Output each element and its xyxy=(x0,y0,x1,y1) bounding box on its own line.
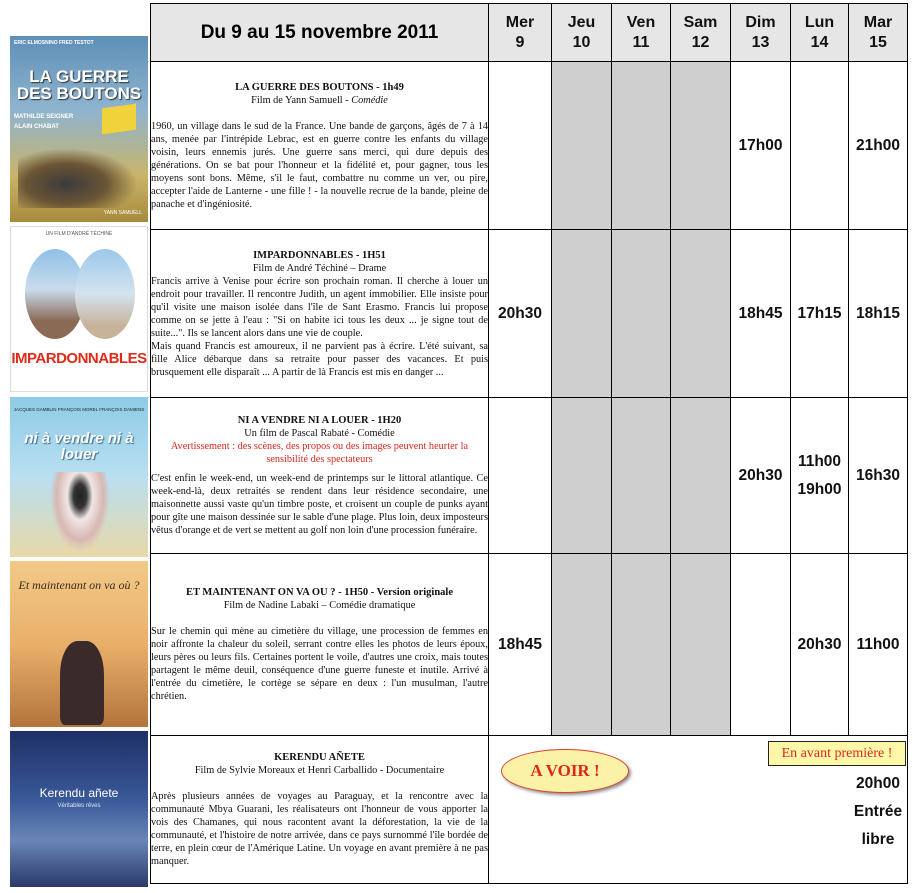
showtime-dim: 18h45 xyxy=(731,230,791,398)
showtime-mar: 18h15 xyxy=(849,230,908,398)
film-synopsis: Sur le chemin qui mène au cimetière du village, une procession de femmes en noir affronte la chaleur du soleil, serrant contre elles les photos de leurs époux, leurs pères ou leurs fils. Certaines portent le voile, d'autres une croix, mais toutes partagent le même deuil, conséquence d'une guerre funeste et inutile. Arrivé à l'entrée du cimetière, le cortège se sépare en deux : l'un musulman, l'autre chrétien. xyxy=(151,626,488,702)
day-number: 10 xyxy=(572,33,591,51)
showtime-ven xyxy=(612,62,671,230)
poster-ni-a-vendre xyxy=(10,397,148,557)
film-row-impardonnables xyxy=(151,230,908,398)
showtime-mer: 20h30 xyxy=(489,230,552,398)
showtime-mar: 11h00 xyxy=(849,554,908,736)
day-header-mer xyxy=(489,4,552,62)
film-credit: Un film de Pascal Rabaté - Comédie xyxy=(244,428,395,439)
entry-label-1: Entrée xyxy=(853,803,903,820)
showtime-sam xyxy=(671,62,731,230)
film-row-guerre-des-boutons xyxy=(151,62,908,230)
poster-title: Et maintenant on va où ? xyxy=(18,578,140,592)
week-title: Du 9 au 15 novembre 2011 xyxy=(151,4,489,62)
showtime-lun: 20h30 xyxy=(791,554,849,736)
poster-cast-2: MATHILDE SEIGNER xyxy=(14,114,74,120)
day-number: 14 xyxy=(810,33,829,51)
showtime-ven xyxy=(612,398,671,554)
film-credit: Film de Nadine Labaki – Comédie dramatique xyxy=(223,600,416,611)
children-illustration xyxy=(18,148,138,208)
showtime-sam xyxy=(671,398,731,554)
showtime-mer: 18h45 xyxy=(489,554,552,736)
header-row xyxy=(151,4,908,62)
day-name: Lun xyxy=(804,13,835,31)
showtime-ven xyxy=(612,554,671,736)
showtime-dim: 17h00 xyxy=(731,62,791,230)
flag-shape xyxy=(102,104,136,135)
day-number: 9 xyxy=(515,33,525,51)
film-title: ET MAINTENANT ON VA OU ? - 1H50 - Version originale xyxy=(185,587,453,598)
film-row-ni-a-vendre xyxy=(151,398,908,554)
figures-illustration xyxy=(50,472,110,552)
day-name: Mar xyxy=(863,13,893,31)
poster-director: YANN SAMUELL xyxy=(103,210,142,216)
film-description xyxy=(151,554,489,736)
showtime-dim xyxy=(731,554,791,736)
showtime-jeu xyxy=(552,62,612,230)
day-name: Sam xyxy=(683,13,718,31)
day-number: 13 xyxy=(751,33,770,51)
poster-title: LA GUERRE DES BOUTONS xyxy=(16,67,142,103)
a-voir-badge: A VOIR ! xyxy=(501,749,629,793)
film-synopsis: Après plusieurs années de voyages au Paraguay, et la rencontre avec la communauté Mbya Guarani, les réalisateurs ont l'honneur de vous apporter la vois des Chamanes, qui nous racontent avant la déforestation, la vie de la communauté, et l'histoire de notre arrivée, dans ce pays surnommé l'île bordée de terre, en plein cœur de l'Amérique Latine. Un voyage en avant première à ne pas manquer. xyxy=(151,791,488,867)
poster-subtitle: Véritables rêves xyxy=(57,803,101,809)
day-number: 12 xyxy=(691,33,710,51)
film-title: KERENDU AÑETE xyxy=(274,752,365,763)
showtime-lun xyxy=(791,398,849,554)
poster-cast-3: ALAIN CHABAT xyxy=(14,124,59,130)
showtime-lun-2: 19h00 xyxy=(797,480,842,498)
film-title: NI A VENDRE NI A LOUER - 1H20 xyxy=(237,415,402,426)
day-header-mar xyxy=(849,4,908,62)
entry-label-2: libre xyxy=(861,831,895,848)
showtime-sam xyxy=(671,230,731,398)
film-synopsis: Francis arrive à Venise pour écrire son prochain roman. Il cherche à louer un endroit pour travailler. Il rencontre Judith, un agent immobilier. Elle insiste pour qu'il visite une maison isolée dans l'île de Sant Erasmo. Francis lui propose comme on se jette à l'eau : "Si on habite ici tous les deux ... je signe tout de suite...". Ils se lancent alors dans une vie de couple. xyxy=(151,275,488,339)
showtime-sam xyxy=(671,554,731,736)
film-warning: Avertissement : des scènes, des propos ou des images peuvent heurter la sensibilité des spectateurs xyxy=(170,441,469,465)
showtime-mer xyxy=(489,62,552,230)
day-header-lun xyxy=(791,4,849,62)
showtime-lun: 17h15 xyxy=(791,230,849,398)
film-title: LA GUERRE DES BOUTONS - 1h49 xyxy=(235,81,404,93)
film-row-et-maintenant xyxy=(151,554,908,736)
showtime-dim: 20h30 xyxy=(731,398,791,554)
day-name: Ven xyxy=(626,13,656,31)
film-director: Film de Yann Samuell - xyxy=(251,94,352,106)
film-credit xyxy=(151,94,488,107)
poster-cast-names: ERIC ELMOSNINO FRED TESTOT xyxy=(14,40,94,46)
showtime-mar: 16h30 xyxy=(849,398,908,554)
woman-silhouette xyxy=(60,641,104,725)
film-credit: Film de André Téchiné – Drame xyxy=(252,262,387,274)
poster-cast-names: JACQUES GAMBLIN FRANÇOIS MOREL FRANÇOIS DAMIENS xyxy=(13,407,145,412)
day-name: Dim xyxy=(745,13,776,31)
showtime-lun-1: 11h00 xyxy=(797,452,842,470)
showtime-jeu xyxy=(552,398,612,554)
day-number: 11 xyxy=(632,33,650,51)
film-description xyxy=(151,398,489,554)
binocular-right xyxy=(75,249,135,339)
showtime-mer xyxy=(489,398,552,554)
poster-la-guerre-des-boutons xyxy=(10,36,148,222)
film-title: IMPARDONNABLES - 1H51 xyxy=(253,249,386,261)
kerendu-showtime-mar xyxy=(849,770,907,854)
showtime-jeu xyxy=(552,230,612,398)
poster-title: Kerendu añete xyxy=(39,786,119,800)
film-synopsis: C'est enfin le week-end, un week-end de printemps sur le littoral atlantique. Ce week-end-là, deux retraités se rendent dans leur résidence secondaire, une maisonnette aussi vaste qu'un timbre poste, et croisent un couple de punks ayant pour gîte une maison dessinée sur le sable d'une plage. Plus loin, deux imposteurs vêtus d'orange et de vert se mettent au golf non loin d'une procession funéraire. xyxy=(151,473,488,536)
day-name: Jeu xyxy=(567,13,596,31)
day-header-ven xyxy=(612,4,671,62)
avant-premiere-label: En avant première ! xyxy=(768,741,906,766)
poster-impardonnables xyxy=(10,226,148,392)
film-synopsis: 1960, un village dans le sud de la France. Une bande de garçons, âgés de 7 à 14 ans, menée par l'intrépide Lebrac, est en guerre contre les enfants du village voisin, leurs ennemis jurés. Une guerre sans merci, qui dure depuis des générations. On se bat pour l'honneur et la fidélité et, pour gagner, tous les moyens sont bons. Même, s'il le faut, combattre nu comme un ver, ou pire, accepter l'aide de Lanterne - une fille ! - la nouvelle recrue de la bande, pleine de panache et d'ingéniosité. xyxy=(151,120,488,210)
showtime-jeu xyxy=(552,554,612,736)
day-name: Mer xyxy=(505,13,535,31)
showtime-lun xyxy=(791,62,849,230)
day-header-dim xyxy=(731,4,791,62)
film-description xyxy=(151,62,489,230)
poster-title: ni à vendre ni à louer xyxy=(24,430,134,463)
poster-kerendu-anete xyxy=(10,731,148,887)
poster-top-line: UN FILM D'ANDRÉ TÉCHINÉ xyxy=(45,231,113,237)
poster-title: IMPARDONNABLES xyxy=(11,350,147,367)
day-number: 15 xyxy=(869,33,887,51)
showtime-ven xyxy=(612,230,671,398)
day-header-jeu xyxy=(552,4,612,62)
film-description xyxy=(151,736,489,884)
film-genre: Comédie xyxy=(351,94,388,106)
film-description xyxy=(151,230,489,398)
poster-et-maintenant xyxy=(10,561,148,727)
film-credit: Film de Sylvie Moreaux et Henri Carballido - Documentaire xyxy=(194,765,445,776)
film-synopsis-continued: Mais quand Francis est amoureux, il ne parvient pas à écrire. L'été suivant, sa fille Alice débarque dans sa retraite pour passer des vacances. Et puis brusquement elle disparaît ... A partir de là Francis est mis en danger ... xyxy=(151,340,488,378)
showtime-time: 20h00 xyxy=(856,775,900,792)
showtime-mar: 21h00 xyxy=(849,62,908,230)
day-header-sam xyxy=(671,4,731,62)
